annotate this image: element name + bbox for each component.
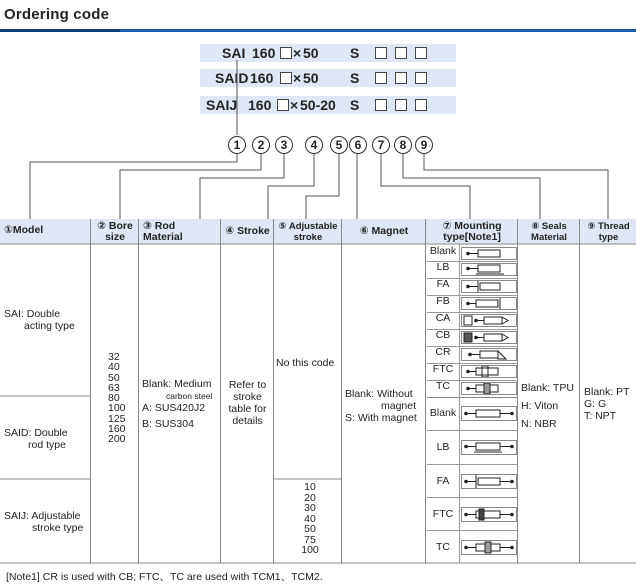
header-stroke-text: ④ Stroke bbox=[225, 225, 270, 237]
header-rod: ③ Rod Material bbox=[138, 219, 220, 244]
mounting-row: FTC bbox=[427, 363, 517, 381]
rod-material: Blank: Medium carbon steel A: SUS420J2 B: SUS304 bbox=[142, 378, 213, 430]
mounting-row: Blank bbox=[427, 245, 517, 262]
code-stroke: 50-20 bbox=[300, 97, 336, 113]
code-stroke: 50 bbox=[303, 45, 319, 61]
code-times: × bbox=[293, 70, 302, 86]
mounting-row: LB bbox=[427, 431, 517, 465]
bore-size-list: 32 40 50 63 80 100 125 160 200 bbox=[108, 351, 126, 446]
code-bore: 160 bbox=[250, 70, 274, 86]
mounting-row: FA bbox=[427, 278, 517, 296]
code-bore: 160 bbox=[248, 97, 272, 113]
model-saij: SAIJ: Adjustable stroke type bbox=[4, 510, 84, 534]
model-said: SAID: Double rod type bbox=[4, 427, 68, 451]
code-prefix: SAIJ bbox=[206, 97, 238, 113]
callout-3: 3 bbox=[275, 136, 293, 154]
magnet-options: Blank: Without magnet S: With magnet bbox=[345, 388, 417, 424]
mounting-row: FB bbox=[427, 295, 517, 313]
code-prefix: SAID bbox=[215, 70, 249, 86]
callout-1: 1 bbox=[228, 136, 246, 154]
code-times: × bbox=[290, 97, 299, 113]
header-model-text: ①Model bbox=[4, 224, 44, 236]
callout-5: 5 bbox=[330, 136, 348, 154]
code-magnet: S bbox=[350, 70, 360, 86]
mounting-row: FTC bbox=[427, 498, 517, 531]
adjustable-none: No this code bbox=[276, 357, 335, 369]
page-title: Ordering code bbox=[4, 6, 110, 23]
code-bore: 160 bbox=[252, 45, 276, 61]
mounting-row: CR bbox=[427, 346, 517, 364]
thread-options: Blank: PT G: G T: NPT bbox=[584, 386, 630, 422]
mounting-row: Blank bbox=[427, 397, 517, 431]
mounting-row: LB bbox=[427, 261, 517, 279]
footnote: [Note1] CR is used with CB; FTC、TC are used with TCM1、TCM2. bbox=[6, 571, 323, 583]
header-thread: ⑨ Thread type bbox=[579, 219, 636, 244]
header-seals: ⑧ Seals Material bbox=[517, 219, 580, 244]
callout-9: 9 bbox=[415, 136, 433, 154]
mounting-row: TC bbox=[427, 380, 517, 398]
mounting-row: TC bbox=[427, 531, 517, 563]
seal-options: Blank: TPU H: Viton N: NBR bbox=[521, 382, 574, 430]
adjustable-list: 10 20 30 40 50 75 100 bbox=[301, 481, 319, 556]
code-magnet: S bbox=[350, 45, 360, 61]
stroke-note: Refer to stroke table for details bbox=[228, 379, 267, 427]
header-magnet: ⑥ Magnet bbox=[341, 219, 426, 244]
header-adjustable: ⑤ Adjustable stroke bbox=[273, 219, 342, 244]
callout-8: 8 bbox=[394, 136, 412, 154]
code-magnet: S bbox=[350, 97, 360, 113]
code-stroke: 50 bbox=[303, 70, 319, 86]
mounting-row: CB bbox=[427, 329, 517, 347]
callout-2: 2 bbox=[252, 136, 270, 154]
mounting-row: FA bbox=[427, 465, 517, 498]
header-bore: ② Bore size bbox=[90, 219, 139, 244]
code-times: × bbox=[293, 45, 302, 61]
header-mounting: ⑦ Mounting type[Note1] bbox=[425, 219, 518, 244]
callout-6: 6 bbox=[349, 136, 367, 154]
callout-7: 7 bbox=[372, 136, 390, 154]
mounting-row: CA bbox=[427, 312, 517, 330]
callout-4: 4 bbox=[305, 136, 323, 154]
model-sai: SAI: Double acting type bbox=[4, 308, 75, 332]
code-prefix: SAI bbox=[222, 45, 246, 61]
